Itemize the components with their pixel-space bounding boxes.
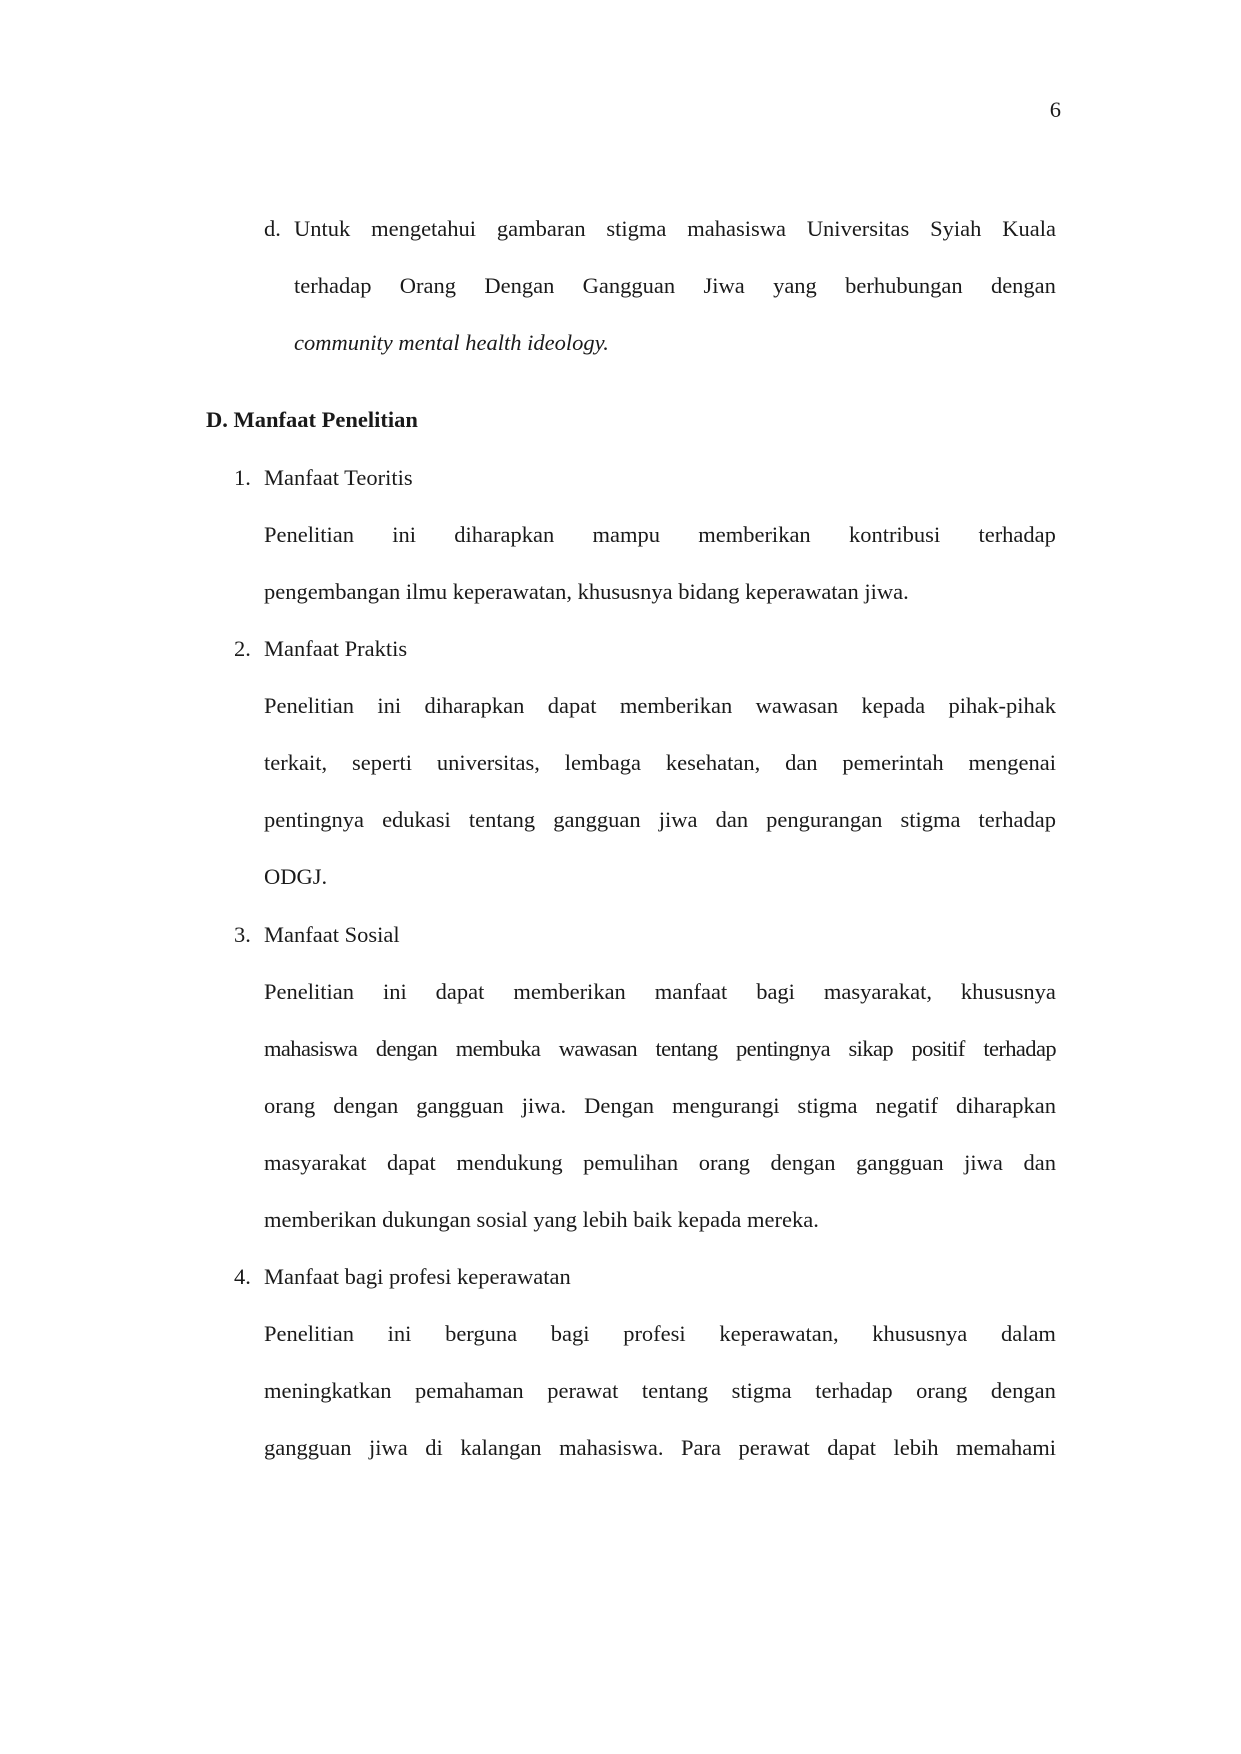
benefit-number: 2. bbox=[234, 636, 251, 661]
item-d-line: terhadap Orang Dengan Gangguan Jiwa yang berhubungan dengan bbox=[294, 273, 1056, 298]
benefit-paragraph-line: Penelitian ini dapat memberikan manfaat bagi masyarakat, khususnya bbox=[264, 979, 1056, 1004]
list-marker-d: d. bbox=[264, 216, 281, 241]
item-d-line: community mental health ideology. bbox=[294, 330, 609, 355]
benefit-paragraph-line: gangguan jiwa di kalangan mahasiswa. Para perawat dapat lebih memahami bbox=[264, 1435, 1056, 1460]
benefit-paragraph-line: orang dengan gangguan jiwa. Dengan mengurangi stigma negatif diharapkan bbox=[264, 1093, 1056, 1118]
benefit-number: 4. bbox=[234, 1264, 251, 1289]
benefit-paragraph-line: ODGJ. bbox=[264, 864, 328, 889]
benefit-title: Manfaat Praktis bbox=[264, 636, 408, 661]
benefit-paragraph-line: Penelitian ini berguna bagi profesi keperawatan, khususnya dalam bbox=[264, 1321, 1056, 1346]
benefit-title: Manfaat Teoritis bbox=[264, 465, 413, 490]
benefit-paragraph-line: masyarakat dapat mendukung pemulihan orang dengan gangguan jiwa dan bbox=[264, 1150, 1056, 1175]
benefit-paragraph-line: pentingnya edukasi tentang gangguan jiwa dan pengurangan stigma terhadap bbox=[264, 807, 1056, 832]
section-heading: D. Manfaat Penelitian bbox=[206, 407, 418, 432]
page-number: 6 bbox=[1049, 97, 1061, 122]
benefit-paragraph-line: Penelitian ini diharapkan mampu memberikan kontribusi terhadap bbox=[264, 522, 1056, 547]
benefit-number: 3. bbox=[234, 922, 251, 947]
benefit-number: 1. bbox=[234, 465, 251, 490]
benefit-title: Manfaat bagi profesi keperawatan bbox=[264, 1264, 571, 1289]
benefit-paragraph-line: memberikan dukungan sosial yang lebih baik kepada mereka. bbox=[264, 1207, 819, 1232]
benefit-paragraph-line: mahasiswa dengan membuka wawasan tentang pentingnya sikap positif terhadap bbox=[264, 1036, 1056, 1061]
benefit-paragraph-line: pengembangan ilmu keperawatan, khususnya bidang keperawatan jiwa. bbox=[264, 579, 909, 604]
item-d-line: Untuk mengetahui gambaran stigma mahasiswa Universitas Syiah Kuala bbox=[294, 216, 1056, 241]
benefit-paragraph-line: meningkatkan pemahaman perawat tentang stigma terhadap orang dengan bbox=[264, 1378, 1056, 1403]
benefit-paragraph-line: Penelitian ini diharapkan dapat memberikan wawasan kepada pihak-pihak bbox=[264, 693, 1056, 718]
benefit-paragraph-line: terkait, seperti universitas, lembaga kesehatan, dan pemerintah mengenai bbox=[264, 750, 1056, 775]
benefit-title: Manfaat Sosial bbox=[264, 922, 400, 947]
